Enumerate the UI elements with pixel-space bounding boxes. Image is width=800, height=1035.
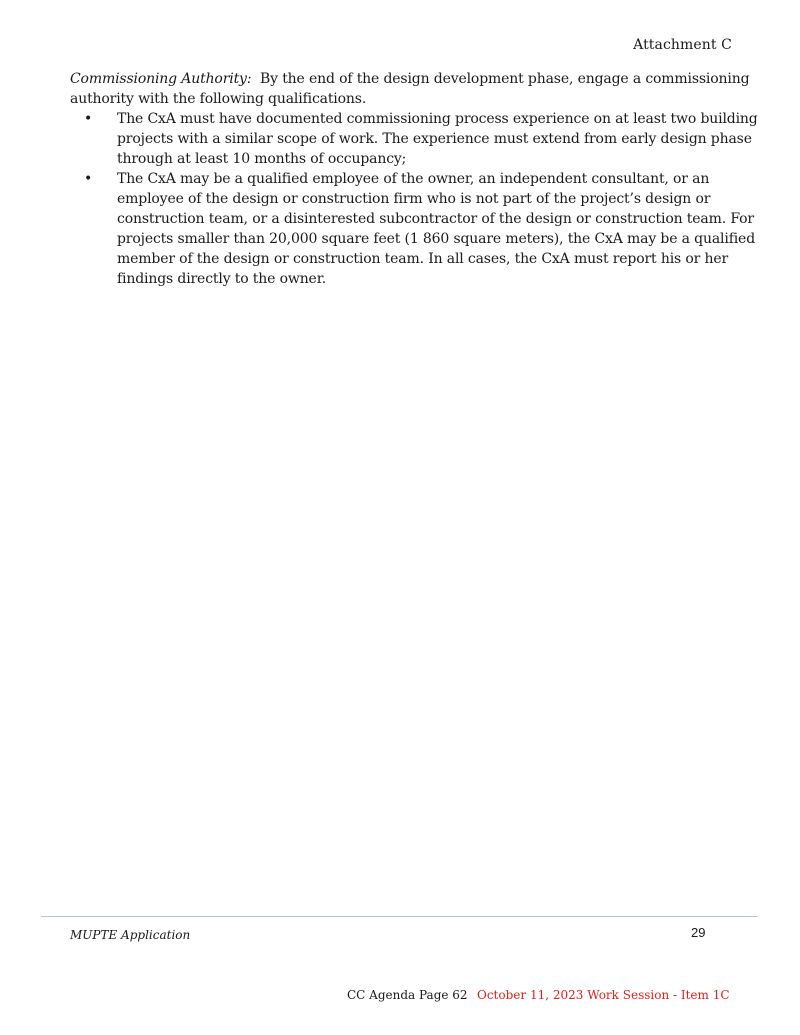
bullet-icon: • <box>84 171 93 187</box>
agenda-item-label: October 11, 2023 Work Session - Item 1C <box>477 988 730 1002</box>
document-body <box>70 69 760 289</box>
list-item-text: The CxA may be a qualified employee of the owner, an independent consultant, or an employee of the design or construction firm who is not part of the project’s design or construction team, or a disinterested subcontractor of the design or construction team. For projects smaller than 20,000 square feet (1 860 square meters), the CxA may be a qualified member of the design or construction team. In all cases, the CxA must report his or her findings directly to the owner. <box>117 171 756 287</box>
intro-text: By the end of the design development phase, engage a commissioning authority with the following qualifications. <box>70 71 754 107</box>
agenda-page-label: CC Agenda Page 62 <box>347 988 468 1002</box>
list-item <box>70 109 760 169</box>
bullet-icon: • <box>84 111 93 127</box>
qualification-list <box>70 109 760 289</box>
page-number: 29 <box>691 925 706 940</box>
footer-document-name: MUPTE Application <box>70 928 191 942</box>
intro-paragraph <box>70 69 760 109</box>
footer-divider <box>41 916 758 917</box>
list-item <box>70 169 760 289</box>
list-item-text: The CxA must have documented commissioning process experience on at least two building projects with a similar scope of work. The experience must extend from early design phase through at least 10 months of occupancy; <box>117 111 758 167</box>
intro-lead: Commissioning Authority: <box>70 71 252 87</box>
attachment-label: Attachment C <box>633 37 732 53</box>
